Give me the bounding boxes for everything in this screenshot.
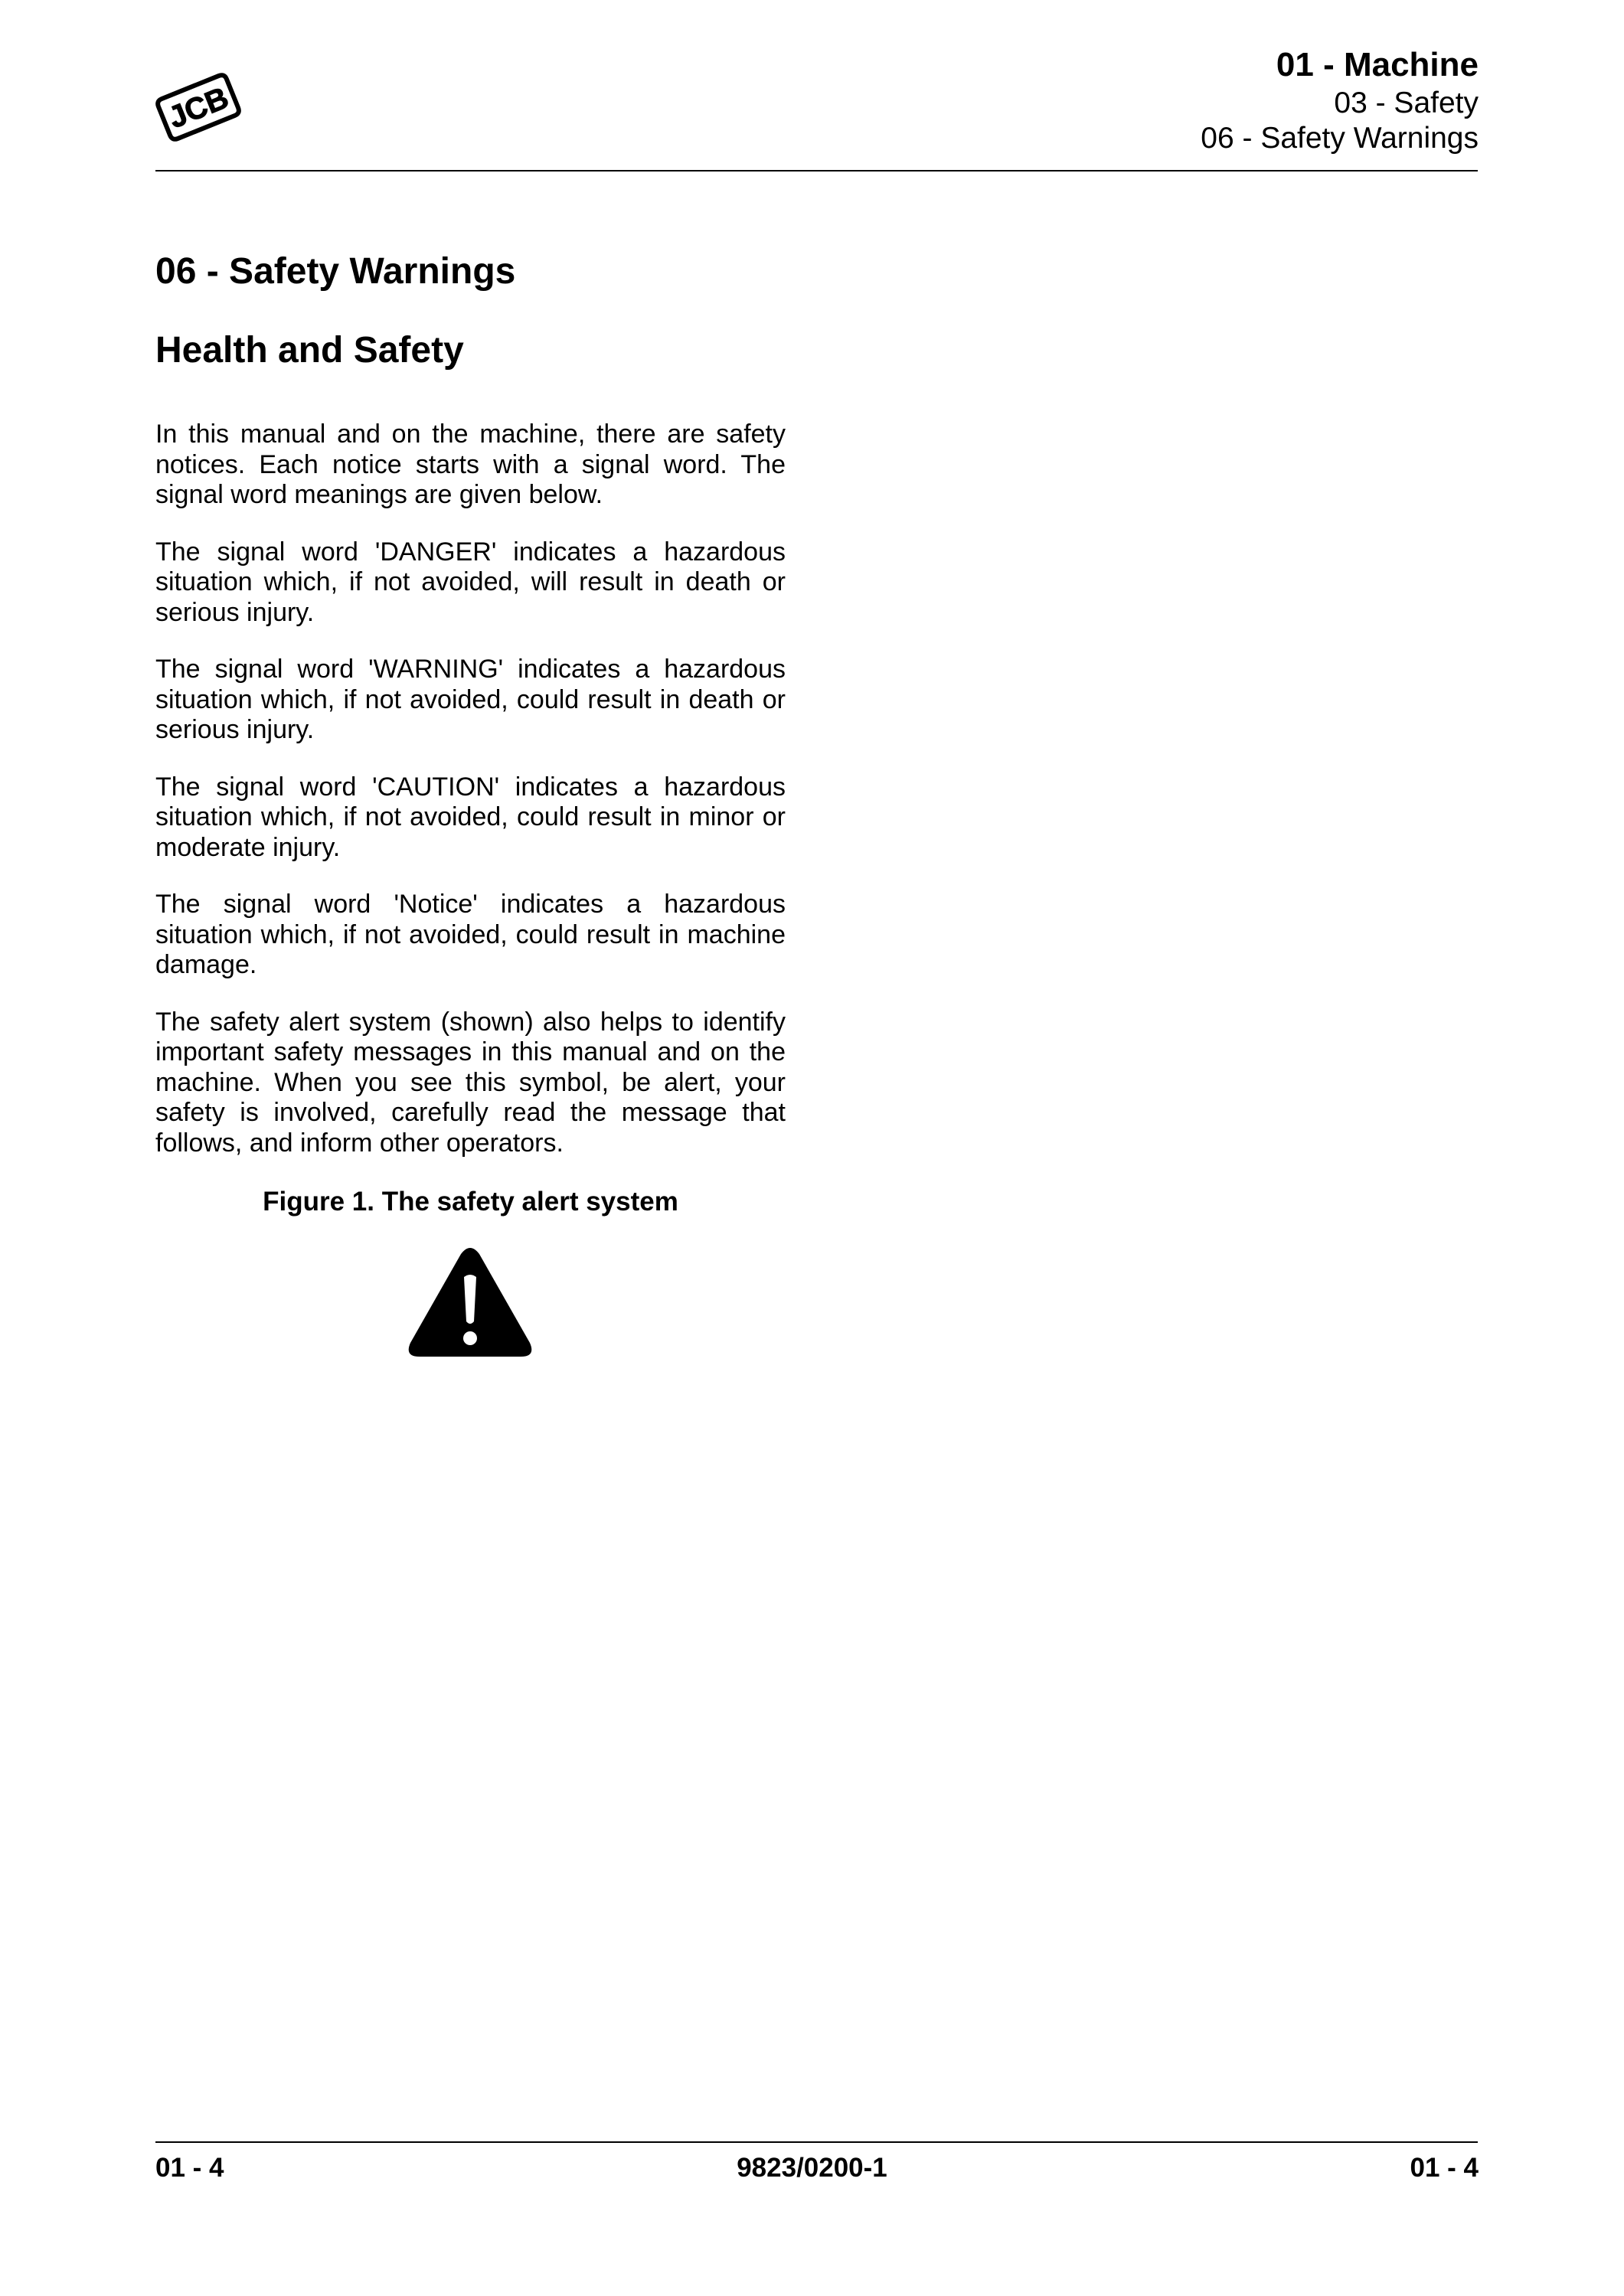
caution-paragraph: The signal word 'CAUTION' indicates a hazardous situation which, if not avoided, could result in minor or moderate injury. xyxy=(155,772,786,862)
svg-text:JCB: JCB xyxy=(164,80,234,136)
page-title: 06 - Safety Warnings xyxy=(155,251,516,292)
warning-triangle-icon xyxy=(407,1246,533,1360)
page-header xyxy=(1201,44,1479,156)
footer-page-number-left: 01 - 4 xyxy=(155,2153,224,2183)
warning-paragraph: The signal word 'WARNING' indicates a hazardous situation which, if not avoided, could result in death or serious injury. xyxy=(155,655,786,744)
danger-paragraph: The signal word 'DANGER' indicates a hazardous situation which, if not avoided, will result in death or serious injury. xyxy=(155,537,786,627)
body-text xyxy=(155,420,786,1185)
safety-alert-paragraph: The safety alert system (shown) also helps to identify important safety messages in this manual and on the machine. When you see this symbol, be alert, your safety is involved, carefully read the message that follows, and inform other operators. xyxy=(155,1007,786,1158)
header-divider xyxy=(155,170,1478,171)
intro-paragraph: In this manual and on the machine, there are safety notices. Each notice starts with a signal word. The signal word meanings are given below. xyxy=(155,420,786,509)
notice-paragraph: The signal word 'Notice' indicates a hazardous situation which, if not avoided, could result in machine damage. xyxy=(155,890,786,979)
footer-divider xyxy=(155,2141,1478,2143)
header-chapter: 01 - Machine xyxy=(1276,46,1479,83)
jcb-logo xyxy=(155,69,241,145)
footer-page-number-right: 01 - 4 xyxy=(1410,2153,1479,2183)
header-subsection: 06 - Safety Warnings xyxy=(1201,122,1479,155)
header-section: 03 - Safety xyxy=(1334,87,1479,119)
figure-caption: Figure 1. The safety alert system xyxy=(263,1187,678,1217)
section-title: Health and Safety xyxy=(155,330,464,371)
footer-document-number: 9823/0200-1 xyxy=(737,2153,887,2183)
